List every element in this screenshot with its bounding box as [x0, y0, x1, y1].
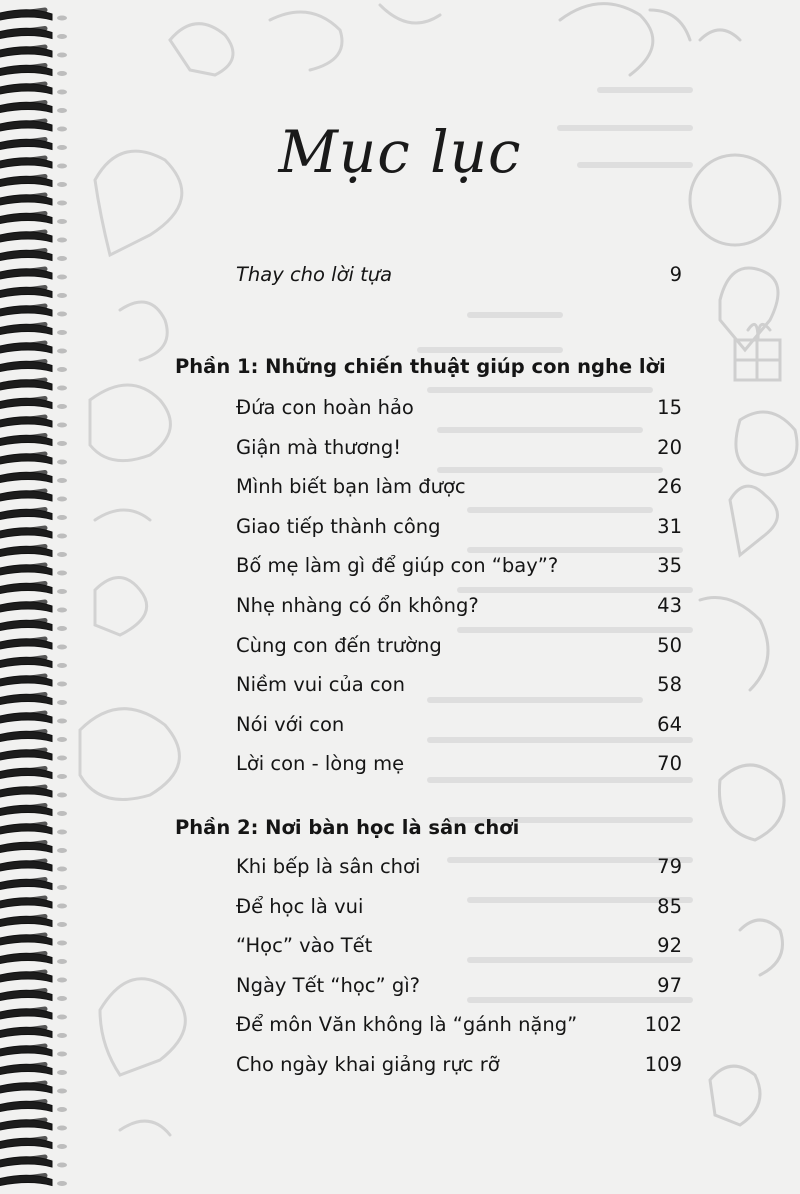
toc-entry-label: Giận mà thương! — [236, 435, 402, 459]
page-title: Mục lục — [278, 118, 522, 186]
toc-entry-page: 64 — [657, 712, 682, 736]
toc-entry-page: 26 — [657, 475, 682, 499]
toc-section-heading: Phần 1: Những chiến thuật giúp con nghe lời — [175, 355, 666, 378]
toc-entry-page: 92 — [657, 934, 682, 958]
toc-entry-page: 15 — [657, 396, 682, 419]
toc-section-heading: Phần 2: Nơi bàn học là sân chơi — [175, 816, 520, 839]
toc-entry-label: Thay cho lời tựa — [236, 263, 393, 286]
toc-entry-label: Cùng con đến trường — [236, 633, 442, 657]
toc-entry-label: Để môn Văn không là “gánh nặng” — [236, 1013, 578, 1037]
toc-entry-label: Đứa con hoàn hảo — [236, 396, 414, 419]
toc-entry-page: 85 — [657, 894, 682, 918]
toc-entry-label: Để học là vui — [236, 894, 364, 918]
toc-entry-page: 31 — [657, 514, 682, 538]
toc-entry-label: “Học” vào Tết — [236, 934, 373, 958]
toc-entry-page: 35 — [657, 554, 682, 578]
toc-entry-label: Nhẹ nhàng có ổn không? — [236, 594, 479, 617]
toc-entry-page: 70 — [657, 752, 682, 776]
toc-entry-label: Mình biết bạn làm được — [236, 475, 466, 499]
heart-doodle-icon — [720, 268, 778, 350]
toc-entry-page: 79 — [657, 855, 682, 878]
toc-entry-label: Giao tiếp thành công — [236, 514, 441, 538]
toc-entry-page: 50 — [657, 633, 682, 657]
toc-entry-label: Nói với con — [236, 712, 345, 736]
toc-entry-label: Bố mẹ làm gì để giúp con “bay”? — [236, 554, 559, 578]
toc-entry-page: 109 — [644, 1053, 682, 1076]
toc-entry-label: Niềm vui của con — [236, 673, 405, 697]
toc-entry-page: 58 — [657, 673, 682, 697]
toc-entry-page: 9 — [669, 263, 682, 286]
toc-entry-page: 20 — [657, 435, 682, 459]
toc-entry-page: 43 — [657, 594, 682, 617]
toc-entry-page: 97 — [657, 973, 682, 997]
toc-entry-page: 102 — [644, 1013, 682, 1037]
toc-entry-label: Khi bếp là sân chơi — [236, 855, 421, 878]
toc-entry-label: Ngày Tết “học” gì? — [236, 973, 420, 997]
toc-entry-label: Lời con - lòng mẹ — [236, 752, 405, 776]
toc-entry-label: Cho ngày khai giảng rực rỡ — [236, 1053, 500, 1076]
spiral-binding — [0, 10, 67, 1186]
